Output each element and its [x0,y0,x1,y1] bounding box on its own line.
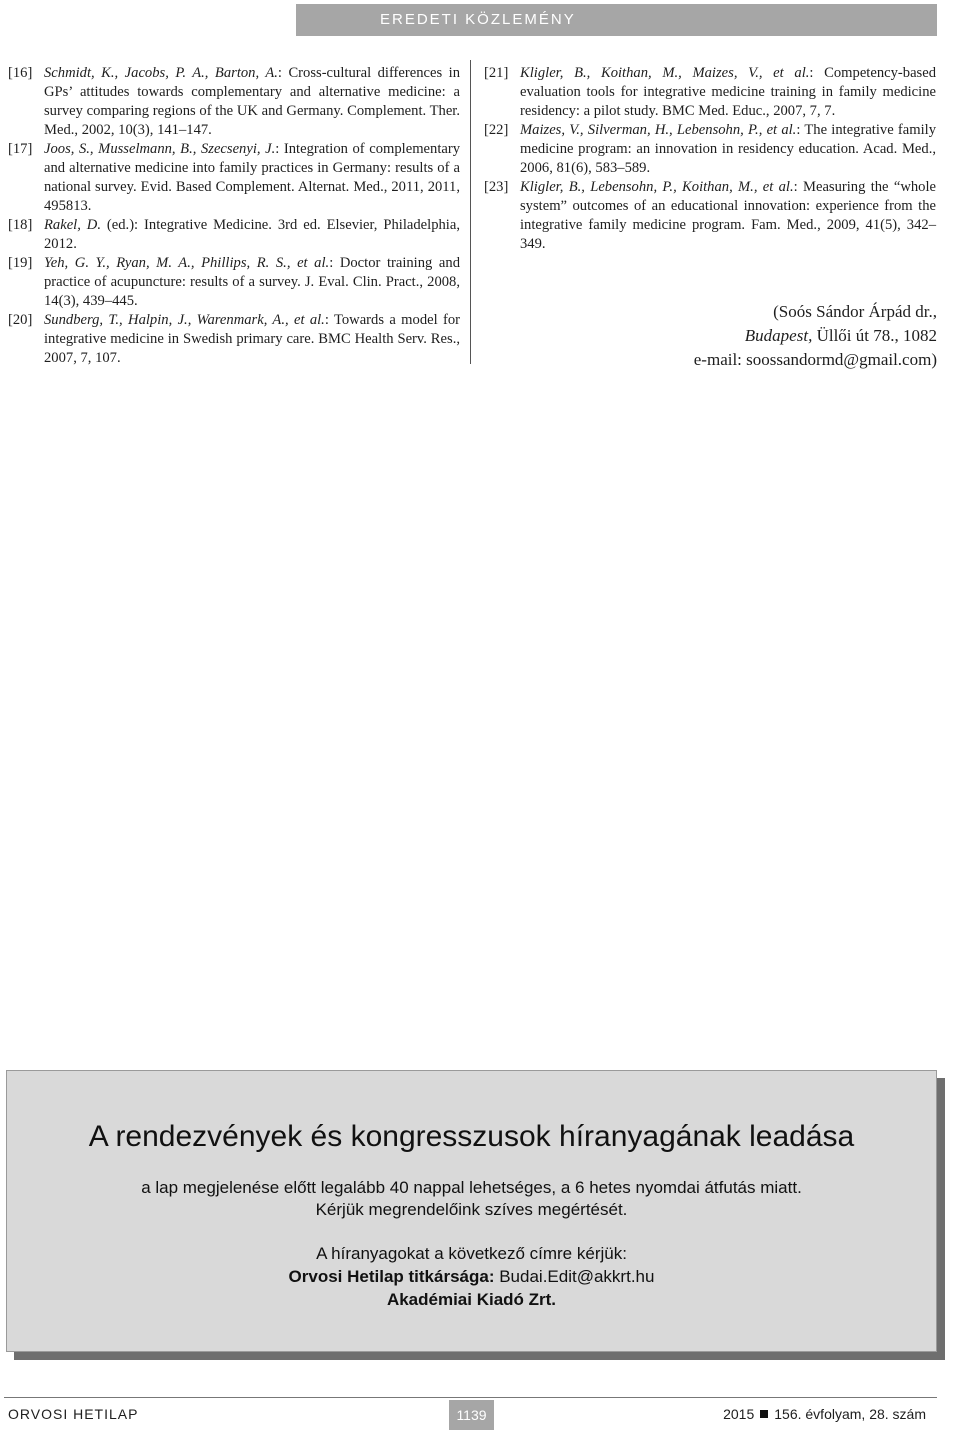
references-left-column [8,64,460,368]
notice-line: a lap megjelenése előtt legalább 40 nappal lehetséges, a 6 hetes nyomdai átfutás miatt. [141,1178,802,1197]
reference-number: [16] [8,65,33,81]
reference-number: [20] [8,312,33,328]
reference-item [484,64,936,121]
notice-email: Budai.Edit@akkrt.hu [494,1267,655,1286]
notice-line: Kérjük megrendelőink szíves megértését. [315,1200,628,1219]
reference-item [484,178,936,254]
issue-info [723,1406,926,1422]
square-separator-icon [760,1410,768,1418]
references-right-column [484,64,936,254]
page-footer [0,1400,960,1430]
reference-text: : Measuring the “whole system” outcomes of an educational innovation: experience from the integrative family medicine program. Fam. Med., 2009, 41(5), 342–349. [520,179,936,252]
notice-recipient: Orvosi Hetilap titkársága: [288,1267,495,1286]
contact-city: Budapest, [744,326,813,345]
issue-volume: 156. évfolyam, 28. szám [774,1406,926,1422]
reference-authors: Schmidt, K., Jacobs, P. A., Barton, A. [44,65,278,81]
reference-number: [18] [8,217,33,233]
reference-text: : Doctor training and practice of acupuncture: results of a survey. J. Eval. Clin. Pract., 2008, 14(3), 439–445. [44,255,460,309]
reference-item [484,121,936,178]
footer-rule [4,1397,937,1398]
reference-number: [19] [8,255,33,271]
reference-text: : Towards a model for integrative medicine in Swedish primary care. BMC Health Serv. Res., 2007, 7, 107. [44,312,460,366]
reference-text: : Cross-cultural differences in GPs’ attitudes towards complementary and alternative medicine: a survey comparing regions of the UK and Germany. Complement. Ther. Med., 2002, 10(3), 141–147. [44,65,461,138]
reference-item [8,64,460,140]
notice-box [6,1070,937,1352]
reference-item [8,216,460,254]
reference-number: [21] [484,65,509,81]
section-header [296,4,937,36]
reference-authors: Kligler, B., Lebensohn, P., Koithan, M., et al. [520,179,794,195]
column-divider [470,60,471,364]
reference-text: : Competency-based evaluation tools for integrative medicine training in family medicine residency: a pilot study. BMC Med. Educ., 2007, 7, 7. [520,65,936,119]
reference-item [8,311,460,368]
reference-authors: Sundberg, T., Halpin, J., Warenmark, A., et al. [44,312,325,328]
contact-email: e-mail: soossandormd@gmail.com) [693,350,937,369]
reference-number: [23] [484,179,509,195]
reference-authors: Rakel, D. [44,217,101,233]
issue-year: 2015 [723,1406,755,1422]
reference-text: : The integrative family medicine program: an innovation in residency education. Acad. Med., 2006, 81(6), 583–589. [520,122,937,176]
contact-address-line [560,324,937,348]
contact-name: (Soós Sándor Árpád dr., [773,302,937,321]
reference-text: : Integration of complementary and alternative medicine into family practices in Germany: results of a national survey. Evid. Based Complement. Alternat. Med., 2011, 2011, 495813. [44,141,461,214]
reference-authors: Joos, S., Musselmann, B., Szecsenyi, J. [44,141,276,157]
notice-title: A rendezvények és kongresszusok híranyagának leadása [88,1120,855,1153]
section-title: EREDETI KÖZLEMÉNY [380,11,576,28]
notice-line: A híranyagokat a következő címre kérjük: [316,1244,627,1263]
contact-address: Üllői út 78., 1082 [812,326,937,345]
journal-name: ORVOSI HETILAP [8,1406,139,1422]
notice-address-line [7,1266,936,1288]
reference-item [8,254,460,311]
reference-authors: Yeh, G. Y., Ryan, M. A., Phillips, R. S., et al. [44,255,330,271]
reference-authors: Maizes, V., Silverman, H., Lebensohn, P., et al. [520,122,797,138]
reference-text: (ed.): Integrative Medicine. 3rd ed. Elsevier, Philadelphia, 2012. [44,217,460,252]
reference-number: [22] [484,122,509,138]
reference-authors: Kligler, B., Koithan, M., Maizes, V., et al. [520,65,810,81]
reference-number: [17] [8,141,33,157]
author-contact [560,300,937,372]
page-number: 1139 [449,1400,494,1430]
reference-item [8,140,460,216]
notice-publisher: Akadémiai Kiadó Zrt. [386,1290,557,1309]
